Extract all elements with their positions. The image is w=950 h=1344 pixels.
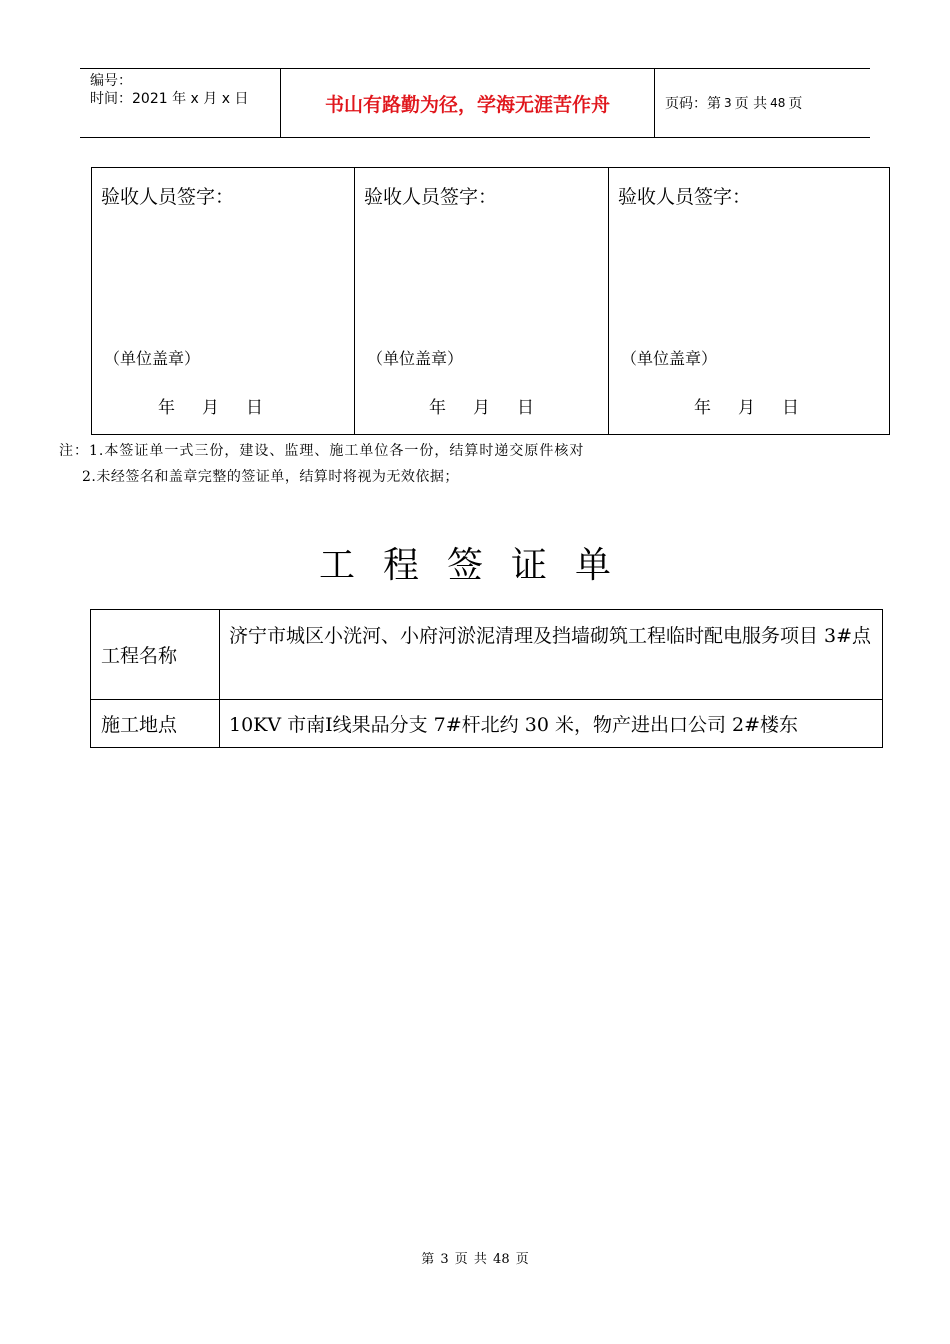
date-fields bbox=[429, 393, 561, 418]
page-current: 3 bbox=[724, 96, 732, 110]
header-motto: 书山有路勤为径，学海无涯苦作舟 bbox=[281, 69, 655, 137]
signature-table bbox=[91, 167, 890, 435]
site-label: 施工地点 bbox=[91, 700, 220, 747]
signature-label: 验收人员签字： bbox=[101, 186, 235, 208]
serial-label: 编号： bbox=[90, 73, 132, 89]
date-fields bbox=[158, 393, 290, 418]
page-header bbox=[80, 68, 870, 138]
date-line: 时间：2021 年 x 月 x 日 bbox=[90, 91, 249, 107]
site-value: 10KV 市南Ⅰ线果品分支 7#杆北约 30 米，物产进出口公司 2#楼东 bbox=[229, 714, 798, 736]
project-name-label: 工程名称 bbox=[91, 610, 220, 699]
signature-cell bbox=[609, 168, 889, 434]
unit-stamp-label: （单位盖章） bbox=[104, 349, 201, 368]
year-label: 年 bbox=[429, 398, 446, 418]
signature-label: 验收人员签字： bbox=[364, 186, 498, 208]
unit-stamp-label: （单位盖章） bbox=[367, 349, 464, 368]
unit-stamp-label: （单位盖章） bbox=[621, 349, 718, 368]
table-row bbox=[91, 700, 882, 747]
month-label: 月 bbox=[473, 398, 490, 418]
page-mid: 页 共 bbox=[734, 96, 768, 112]
day-label: 日 bbox=[517, 398, 534, 418]
note-line-2: 2.未经签名和盖章完整的签证单，结算时将视为无效依据； bbox=[82, 469, 459, 485]
date-fields bbox=[694, 393, 826, 418]
header-page-number bbox=[655, 69, 870, 137]
note-line-1: 注：1.本签证单一式三份，建设、监理、施工单位各一份，结算时递交原件核对 bbox=[59, 443, 585, 459]
day-label: 日 bbox=[246, 398, 263, 418]
month-label: 月 bbox=[738, 398, 755, 418]
signature-cell bbox=[92, 168, 355, 434]
year-label: 年 bbox=[694, 398, 711, 418]
month-label: 月 bbox=[202, 398, 219, 418]
table-row bbox=[91, 610, 882, 700]
signature-label: 验收人员签字： bbox=[618, 186, 752, 208]
year-label: 年 bbox=[158, 398, 175, 418]
header-meta bbox=[80, 69, 281, 137]
page-prefix: 页码：第 bbox=[665, 96, 721, 112]
page-total: 48 bbox=[770, 96, 786, 110]
project-name-value: 济宁市城区小洸河、小府河淤泥清理及挡墙砌筑工程临时配电服务项目 3#点 bbox=[229, 625, 872, 647]
document-title: 工程签证单 bbox=[318, 545, 639, 586]
day-label: 日 bbox=[782, 398, 799, 418]
signature-cell bbox=[355, 168, 609, 434]
page-footer: 第 3 页 共 48 页 bbox=[421, 1252, 529, 1267]
page-suffix: 页 bbox=[788, 96, 803, 112]
project-table bbox=[90, 609, 883, 748]
